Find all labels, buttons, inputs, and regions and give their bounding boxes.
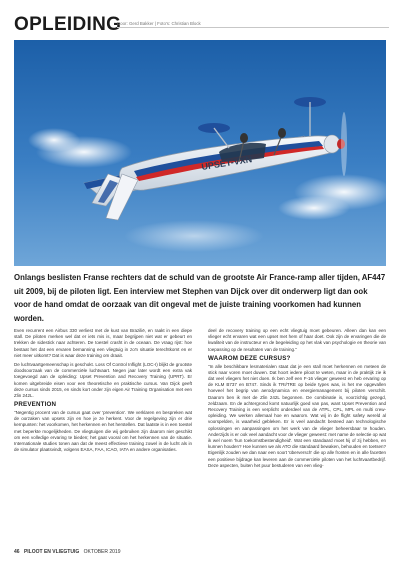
page-number: 46 [14, 549, 20, 555]
body-paragraph: deel de recovery training op een echt vliegtuig moet gebeuren. Alleen dan kan een vlieger echt ervaren wat een upset met hem of haar doet. Ook zijn de ervaringen die de kwaliteit van de instructeur en de begeleiding op het vlak van psychologie en theorie van toepassing op de resultaten van de training." [208, 328, 386, 352]
aircraft-photo [14, 40, 386, 266]
page-footer [14, 549, 121, 555]
cloud [28, 128, 80, 152]
body-paragraph: "In alle beschikbare lesmaterialen staat dat je een stall moet herkennen en meteen de stick naar voren moet duwen. Dat hoort iedere piloot te weten, maar in de praktijk zie ik dat veel vliegers het niet doen. Ik ben zelf een F-16 vlieger geweest en heb ervaring op de KLM B737 en B747. Sinds ik TRI/TRE op beide types was, is het me opgevallen hoeveel het begrip van aerodynamica en energiemanagement bij piloten verschilt. Daarom ben ik met de Zlin 242L begonnen. De combinatie is, voorzichtig gezegd, zeldzaam. En de achtergrond komt natuurlijk goed van pas, want Upset Prevention and Recovery Training is een verplicht onderdeel van de ATPL, CPL, MPL en multi crew-opleiding. We werken allemaal hoe en waarom. Wat wij in de flight safety wereld al voorspelden, is waarheid gebleken. Er is veel aandacht besteed aan technologische oplossingen en aanpassingen om het werk van de vlieger beheersbaar te houden. Anderzijds is er ook veel aandacht voor de vlieger geweest: met name de selectie op wat ik wel noem 'hun toekomstbestendigheid'. Wat een standaard moet hij of zij hebben, en kunnen houden? Hoe kunnen we als ATO die standaard bewaken, behouden en toetsen? Eigenlijk zouden we dan naar een soort 'überversch' die op alle fronten en in alle facetten een positieve bijdrage kan leveren aan de commerciële piloten van het luchtvaartbedrijf. Deze aspecten, buiten het puur bestuderen van een vlieg- [208, 363, 386, 468]
issue-date: OKTOBER 2019 [83, 549, 121, 555]
body-paragraph: Even recurrent een Airbus 330 verliest met de kust van Brazilië, en raakt in een diepe stall. De piloten merken wel dat er iets mis is, maar begrijpen niet wat er gebeurt en trekken de sidestick naar achteren. De toestel crasht in de oceaan. De vraag rijst: hoe bestaat het dat een ervaren bemanning een vliegtuig in zo'n situatie terechtkomt en er niet meer uitkomt? Dat is waar deze training om draait. [14, 328, 192, 358]
page-header [0, 0, 400, 40]
body-paragraph: "Negentig procent van de cursus gaat over 'prevention'. We verklaren en bespreken wat de oorzaken van upsets zijn en hoe je ze herkent. Voor de regelgeving zijn er drie kernpunten: het voorkomen, het herkennen en het herstellen. Dat laatste is in een toestel met beperkte mogelijkheden. De vliegtuigen die wij gebruiken zijn daarom niet geschikt om een volledige ervaring te bieden; het gaat vooral om het herkennen van de situatie. Internationale studies tonen aan dat de meest effectieve training zowel in de lucht als in de simulator plaatsvindt, volgens EASA, FAA, ICAO, IATA en andere organisaties. [14, 409, 192, 453]
section-title: OPLEIDING [14, 14, 122, 35]
body-paragraph: De luchtvaartgemeenschap is geschokt. Loss Of Control Inflight (LOC-I) blijkt de grootste doodsoorzaak van de commerciële luchtvaart. Negen jaar later wordt een extra vak toegevoegd aan de opleiding: Upset Prevention and Recovery Training (UPRT). Er komen uitgebreide eisen voor een theoretische en praktische cursus. Van Dijck geeft deze cursus sinds 2015, en sinds kort onder zijn eigen Air Training Organisation met een Zlin 242L. [14, 362, 192, 399]
hero-photo [14, 40, 386, 266]
subheading-prevention: PREVENTION [14, 401, 57, 409]
body-column-left [14, 328, 192, 456]
aircraft-marking: UPSET-VXN [200, 154, 253, 172]
magazine-name: PILOOT EN VLIEGTUIG [23, 549, 80, 555]
lead-paragraph: Onlangs beslisten Franse rechters dat de schuld van de grootste Air France-ramp aller tijden, AF447 uit 2009, bij de piloten ligt. Een interview met Stephen van Dijck over dit onderwerp ligt dan ook voor de hand omdat de oorzaak van dit ongeval met de juiste training voorkomen had kunnen worden. [14, 273, 386, 323]
cloud [278, 196, 350, 220]
byline: Door: Gerd Bakker | Foto's: Christian Block [117, 21, 201, 26]
subheading-why: WAAROM DEZE CURSUS? [208, 354, 291, 362]
header-divider [117, 27, 389, 28]
cloud [124, 220, 264, 252]
body-column-right [208, 328, 386, 472]
